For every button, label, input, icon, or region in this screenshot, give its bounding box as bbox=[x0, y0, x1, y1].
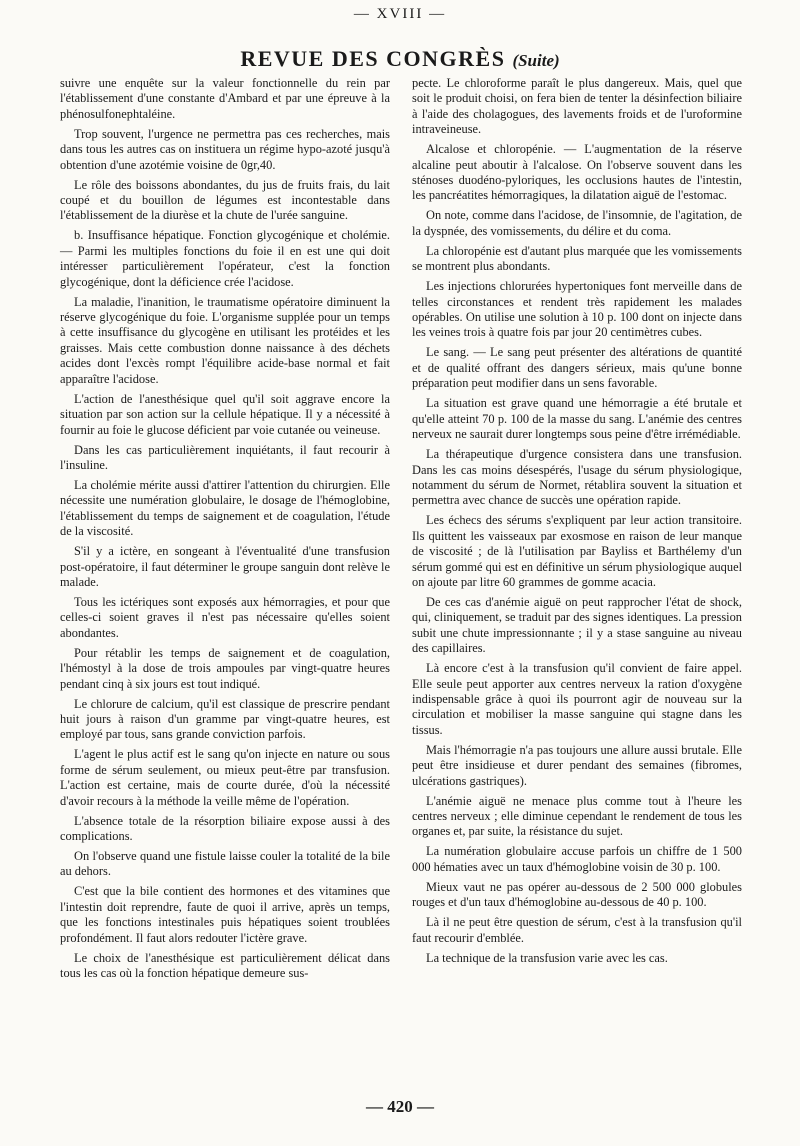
paragraph: La numération globulaire accuse parfois un chiffre de 1 500 000 hématies avec un taux d'hémoglobine voisin de 30 p. 100. bbox=[412, 844, 742, 874]
paragraph: L'absence totale de la résorption biliaire expose aussi à des complications. bbox=[60, 813, 390, 843]
paragraph: On l'observe quand une fistule laisse couler la totalité de la bile au dehors. bbox=[60, 849, 390, 879]
paragraph: b. Insuffisance hépatique. Fonction glycogénique et cholémie. — Parmi les multiples fonctions du foie il en est une qui doit intéresser particulièrement l'opérateur, c'est la fonction glycogénique, dont la déficience crée l'acidose. bbox=[60, 228, 390, 289]
paragraph: Là encore c'est à la transfusion qu'il convient de faire appel. Elle seule peut apporter aux centres nerveux la ration d'oxygène indispensable grâce à quoi ils pourront agir de nouveau sur la circulation et mobiliser la masse sanguine qui stagne dans les tissus. bbox=[412, 661, 742, 737]
paragraph: Les échecs des sérums s'expliquent par leur action transitoire. Ils quittent les vaisseaux par exosmose en raison de leur manque de viscosité ; de là l'utilisation par Bayliss et Barthélemy d'un sérum gommé qui est en définitive un sérum physiologique auquel on ajoute par litre 60 grammes de gomme acacia. bbox=[412, 513, 743, 589]
paragraph: Le rôle des boissons abondantes, du jus de fruits frais, du lait coupé et du bouillon de légumes est incontestable dans l'établissement de la diurèse et la chute de l'urée sanguine. bbox=[60, 177, 390, 223]
paragraph: Dans les cas particulièrement inquiétants, il faut recourir à l'insuline. bbox=[60, 442, 390, 472]
roman-folio: — XVIII — bbox=[353, 6, 447, 22]
paragraph: Le sang. — Le sang peut présenter des altérations de quantité et de qualité offrant des dangers sérieux, mais qu'une bonne préparation peut modifier dans un sens favorable. bbox=[412, 345, 742, 391]
paragraph: La cholémie mérite aussi d'attirer l'attention du chirurgien. Elle nécessite une numération globulaire, le dosage de l'hémoglobine, l'établissement du temps de saignement et de coagulation, l'étude de la viscosité. bbox=[60, 477, 390, 539]
paragraph: suivre une enquête sur la valeur fonctionnelle du rein par l'établissement d'une constante d'Ambard et par une épreuve à la phénosulfonephtaléine. bbox=[60, 76, 390, 121]
paragraph: Trop souvent, l'urgence ne permettra pas ces recherches, mais dans tous les autres cas on instituera un régime hypo-azoté jusqu'à obtention d'une azotémie voisine de 0gr,40. bbox=[60, 126, 390, 172]
paragraph: La thérapeutique d'urgence consistera dans une transfusion. Dans les cas moins désespérés, l'usage du sérum physiologique, notamment du sérum de Normet, rétablira souvent la situation et permettra avec chance de succès une opération rapide. bbox=[412, 447, 742, 508]
paragraph: S'il y a ictère, en songeant à l'éventualité d'une transfusion post-opératoire, il faut déterminer le groupe sanguin dont relève le malade. bbox=[60, 544, 390, 589]
paragraph: Le chlorure de calcium, qu'il est classique de prescrire pendant huit jours à raison d'un gramme par vingt-quatre heures, est employé par tous, sans grande conviction parfois. bbox=[60, 696, 390, 742]
title-suite: (Suite) bbox=[512, 51, 560, 70]
paragraph: Pour rétablir les temps de saignement et de coagulation, l'hémostyl à la dose de trois ampoules par vingt-quatre heures pendant cinq à six jours est tout indiqué. bbox=[60, 645, 390, 691]
paragraph: Tous les ictériques sont exposés aux hémorragies, et pour que celles-ci soient graves il n'est pas nécessaire qu'elles soient abondantes. bbox=[60, 594, 390, 640]
paragraph: Mais l'hémorragie n'a pas toujours une allure aussi brutale. Elle peut être insidieuse et durer pendant des semaines (fibromes, ulcérations gastriques). bbox=[412, 742, 742, 788]
paragraph: L'anémie aiguë ne menace plus comme tout à l'heure les centres nerveux ; elle diminue cependant le rendement de tous les organes et, par suite, la résistance du sujet. bbox=[412, 793, 742, 839]
paragraph: L'action de l'anesthésique quel qu'il soit aggrave encore la situation par son action sur la cellule hépatique. Il y a nécessité à fournir au foie le glucose déficient par voie cutanée ou veineuse. bbox=[60, 391, 390, 437]
page-number: — 420 — bbox=[366, 1097, 434, 1116]
paragraph: Là il ne peut être question de sérum, c'est à la transfusion qu'il faut recourir d'emblée. bbox=[412, 915, 742, 945]
paragraph: Les injections chlorurées hypertoniques font merveille dans de telles circonstances et rendent très rapidement les malades opérables. On utilise une solution à 10 p. 100 dont on injecte dans les veines trois à quatre fois par jour 20 centimètres cubes. bbox=[412, 279, 742, 340]
paragraph: On note, comme dans l'acidose, de l'insomnie, de l'agitation, de la dyspnée, des vomissements, du délire et du coma. bbox=[412, 208, 742, 238]
paragraph: La situation est grave quand une hémorragie a été brutale et qu'elle atteint 70 p. 100 de la masse du sang. L'anémie des centres nerveux ne saurait durer longtemps sous peine d'être irrémédiable. bbox=[412, 396, 742, 442]
paragraph: Alcalose et chloropénie. — L'augmentation de la réserve alcaline peut aboutir à l'alcalose. On l'observe souvent dans les sténoses duodéno-pyloriques, les occlusions hautes de l'intestin, les pancréatites hémorragiques, la dilatation aiguë de l'estomac. bbox=[412, 142, 742, 203]
paragraph: C'est que la bile contient des hormones et des vitamines que l'intestin doit reprendre, faute de quoi il arrive, après un temps, que les fonctions intestinales puis hépatiques soient troublées profondément. Il faut alors redouter l'ictère grave. bbox=[60, 884, 390, 945]
paragraph: Mieux vaut ne pas opérer au-dessous de 2 500 000 globules rouges et d'un taux d'hémoglobine au-dessous de 40 p. 100. bbox=[412, 879, 742, 910]
paragraph: La chloropénie est d'autant plus marquée que les vomissements se montrent plus abondants. bbox=[412, 243, 742, 274]
paragraph: Le choix de l'anesthésique est particulièrement délicat dans tous les cas où la fonction hépatique demeure sus- bbox=[60, 950, 390, 981]
left-column bbox=[60, 76, 390, 986]
page-title bbox=[0, 46, 800, 72]
title-main: REVUE DES CONGRÈS bbox=[240, 46, 506, 71]
paragraph: pecte. Le chloroforme paraît le plus dangereux. Mais, quel que soit le produit choisi, on fera bien de tenter la désinfection biliaire à l'aide des cholagogues, des lavements froids et de l'uroformine intraveineuse. bbox=[412, 76, 742, 137]
paragraph: De ces cas d'anémie aiguë on peut rapprocher l'état de shock, qui, cliniquement, se traduit par des signes identiques. La pression subit une chute impressionnante ; il y a stase sanguine au niveau des capillaires. bbox=[412, 594, 742, 656]
right-column bbox=[412, 76, 742, 971]
paragraph: La maladie, l'inanition, le traumatisme opératoire diminuent la réserve glycogénique du foie. L'organisme supplée pour un temps à cette insuffisance du glycogène en utilisant les protéides et les graisses. Mais cette combustion donne naissance à des déchets acides dont l'excès rompt l'équilibre acide-base normal et fait apparaître l'acidose. bbox=[60, 294, 390, 386]
paragraph: L'agent le plus actif est le sang qu'on injecte en nature ou sous forme de sérum seulement, ou mieux peut-être par transfusion. L'action est certaine, mais de courte durée, d'où la nécessité d'avoir recours à la méthode la veille même de l'opération. bbox=[60, 747, 390, 808]
paragraph: La technique de la transfusion varie avec les cas. bbox=[426, 950, 668, 965]
